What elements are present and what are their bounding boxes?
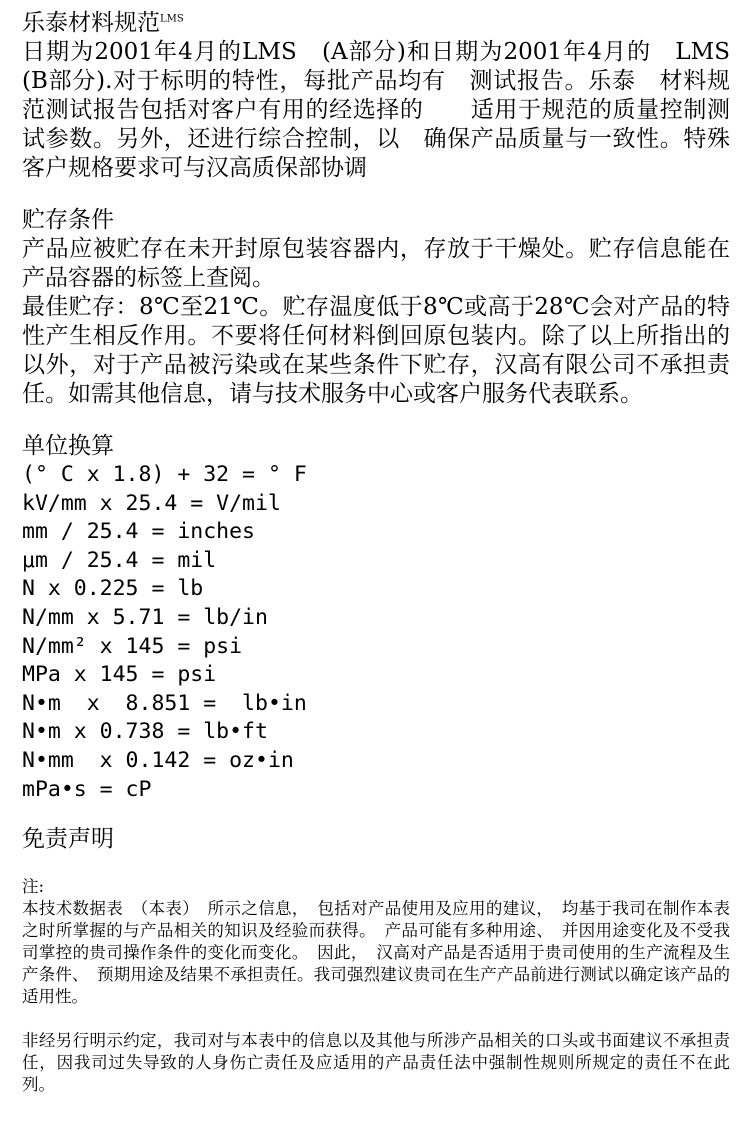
conversion-line: MPa x 145 = psi — [22, 662, 217, 688]
conversion-line: mm / 25.4 = inches — [22, 519, 255, 545]
disclaimer-paragraph-2: 非经另行明示约定，我司对与本表中的信息以及其他与所涉产品相关的口头或书面建议不承担责任，因我司过失导致的人身伤亡责任及应适用的产品责任法中强制性规则所规定的责任不在此列。 — [22, 1031, 730, 1095]
conversion-line: mPa•s = cP — [22, 776, 152, 802]
conversion-heading: 单位换算 — [22, 433, 114, 459]
storage-heading: 贮存条件 — [22, 207, 114, 233]
disclaimer-note-label: 注: — [22, 877, 45, 897]
spec-heading — [22, 8, 730, 38]
conversion-line: N•mm x 0.142 = oz•in — [22, 747, 294, 773]
spec-body: 日期为2001年4月的LMS (A部分)和日期为2001年4月的 LMS (B部分).对于标明的特性，每批产品均有 测试报告。乐泰 材料规范测试报告包括对客户有用的经选择的 适用于规范的质量控制测试参数。另外，还进行综合控制，以 确保产品质量与一致性。特殊客户规格要求可与汉高质保部协调 — [22, 39, 730, 181]
storage-section — [22, 205, 730, 409]
storage-paragraph-1: 产品应被贮存在未开封原包装容器内，存放于干燥处。贮存信息能在产品容器的标签上查阅。 — [22, 236, 730, 291]
disclaimer-section — [22, 824, 730, 1096]
spec-section — [22, 8, 730, 183]
conversion-line: kV/mm x 25.4 = V/mil — [22, 490, 281, 516]
conversion-line: N/mm x 5.71 = lb/in — [22, 604, 268, 630]
conversion-line: N x 0.225 = lb — [22, 576, 204, 602]
conversion-line: N•m x 8.851 = lb•in — [22, 690, 307, 716]
conversion-line: μm / 25.4 = mil — [22, 547, 217, 573]
spec-title-superscript: LMS — [160, 13, 184, 25]
conversion-line: (° C x 1.8) + 32 = ° F — [22, 462, 307, 487]
conversion-line: N•m x 0.738 = lb•ft — [22, 719, 268, 745]
storage-paragraph-2: 最佳贮存：8℃至21℃。贮存温度低于8℃或高于28℃会对产品的特性产生相反作用。不要将任何材料倒回原包装内。除了以上所指出的以外，对于产品被污染或在某些条件下贮存，汉高有限公司不承担责任。如需其他信息，请与技术服务中心或客户服务代表联系。 — [22, 294, 730, 407]
disclaimer-heading: 免责声明 — [22, 826, 114, 853]
conversion-section — [22, 431, 730, 804]
conversion-list — [22, 461, 730, 804]
spec-title: 乐泰材料规范 — [22, 10, 160, 36]
conversion-line: N/mm² x 145 = psi — [22, 633, 243, 659]
disclaimer-paragraph-1: 本技术数据表 （本表） 所示之信息， 包括对产品使用及应用的建议， 均基于我司在制作本表之时所掌握的与产品相关的知识及经验而获得。 产品可能有多种用途、 并因用途变化及不受我司掌控的贵司操作条件的变化而变化。 因此， 汉高对产品是否适用于贵司使用的生产流程及生产条件、 预期用途及结果不承担责任。我司强烈建议贵司在生产产品前进行测试以确定该产品的适用性。 — [22, 899, 730, 1007]
